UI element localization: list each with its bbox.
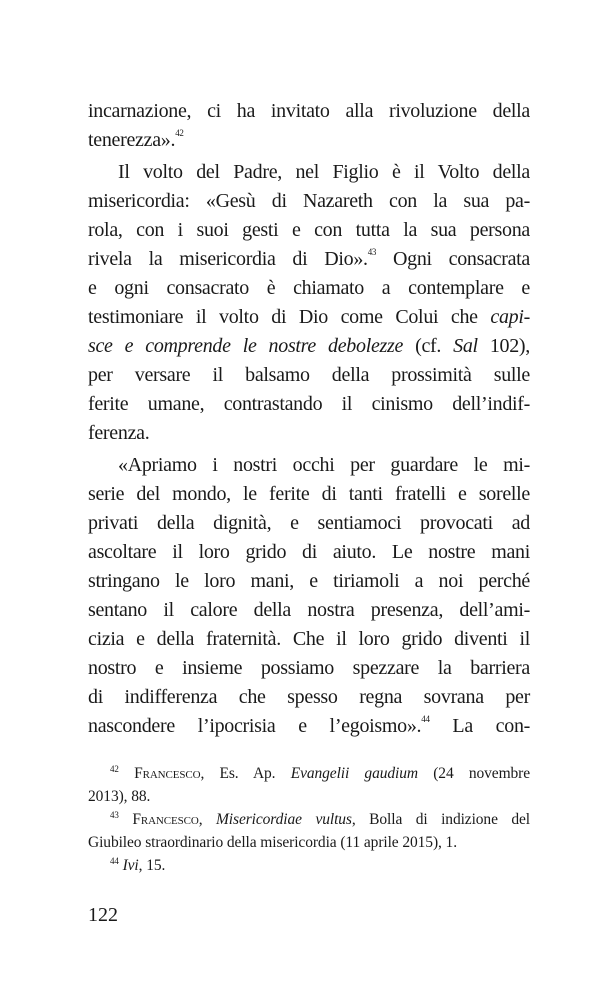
text-segment: rivela la misericordia di Dio». (88, 248, 368, 270)
text-line (88, 245, 530, 274)
text-line: stringano le loro mani, e tiriamoli a noi perché (88, 570, 530, 592)
text-segment: , Bolla di indizione del (351, 811, 530, 828)
text-line (88, 332, 530, 361)
footnote-43 (88, 808, 530, 831)
footnotes (88, 762, 530, 877)
text-line: di indifferenza che spesso regna sovrana per (88, 686, 530, 708)
footnote-42-cont: 2013), 88. (88, 788, 151, 805)
footnote-43-cont: Giubileo straordinario della misericordia (11 aprile 2015), 1. (88, 834, 457, 851)
text-line: nostro e insieme possiamo spezzare la barriera (88, 657, 530, 679)
italic-segment: sce e comprende le nostre debolezze (88, 335, 404, 357)
footnote-title: Misericordiae vultus (216, 811, 352, 828)
footnote-number: 44 (110, 856, 119, 866)
page-column (88, 97, 530, 930)
footnote-title: Evangelii gaudium (290, 765, 418, 782)
body-text (88, 97, 530, 741)
text-line: ferenza. (88, 422, 150, 444)
text-line: serie del mondo, le ferite di tanti fratelli e sorelle (88, 483, 530, 505)
footnote-ref[interactable]: 43 (367, 247, 377, 257)
text-segment: , (198, 811, 216, 828)
text-line: incarnazione, ci ha invitato alla rivoluzione della (88, 100, 530, 122)
text-line: per versare il balsamo della prossimità sulle (88, 364, 530, 386)
text-segment: La con- (429, 715, 531, 737)
footnote-number: 42 (110, 764, 119, 774)
text-line: e ogni consacrato è chiamato a contemplare e (88, 277, 530, 299)
footnote-ref[interactable]: 42 (175, 128, 184, 138)
text-segment: (cf. (403, 335, 454, 357)
footnote-42 (88, 762, 530, 785)
text-line: «Apriamo i nostri occhi per guardare le mi- (118, 454, 530, 476)
text-line: rola, con i suoi gesti e con tutta la sua persona (88, 219, 530, 241)
text-line: privati della dignità, e sentiamoci provocati ad (88, 512, 530, 534)
footnote-title: Ivi (122, 857, 139, 874)
text-line: ferite umane, contrastando il cinismo dell’indif- (88, 393, 530, 415)
text-segment: , 15. (138, 857, 166, 874)
text-line (88, 303, 530, 332)
text-segment: nascondere l’ipocrisia e l’egoismo». (88, 715, 422, 737)
text-segment: , Es. Ap. (200, 765, 291, 782)
text-line: cizia e della fraternità. Che il loro grido diventi il (88, 628, 530, 650)
text-line (88, 712, 530, 741)
footnote-ref[interactable]: 44 (421, 714, 430, 724)
text-line (88, 126, 530, 155)
text-line: sentano il calore della nostra presenza, dell’ami- (88, 599, 530, 621)
text-segment: 102), (477, 335, 530, 357)
text-segment: tenerezza». (88, 129, 176, 151)
text-segment: (24 novembre (418, 765, 531, 782)
footnote-author: Francesco (132, 811, 199, 828)
footnote-44 (88, 854, 530, 877)
footnote-author: Francesco (134, 765, 201, 782)
page-number: 122 (88, 904, 118, 926)
text-segment: testimoniare il volto di Dio come Colui che (88, 306, 491, 328)
text-line: misericordia: «Gesù di Nazareth con la sua pa- (88, 190, 530, 212)
text-line: Il volto del Padre, nel Figlio è il Volto della (118, 161, 530, 183)
italic-segment: capi- (490, 306, 530, 328)
text-segment: Ogni consacrata (376, 248, 530, 270)
italic-segment: Sal (453, 335, 478, 357)
footnote-number: 43 (110, 810, 119, 820)
text-line: ascoltare il loro grido di aiuto. Le nostre mani (88, 541, 530, 563)
